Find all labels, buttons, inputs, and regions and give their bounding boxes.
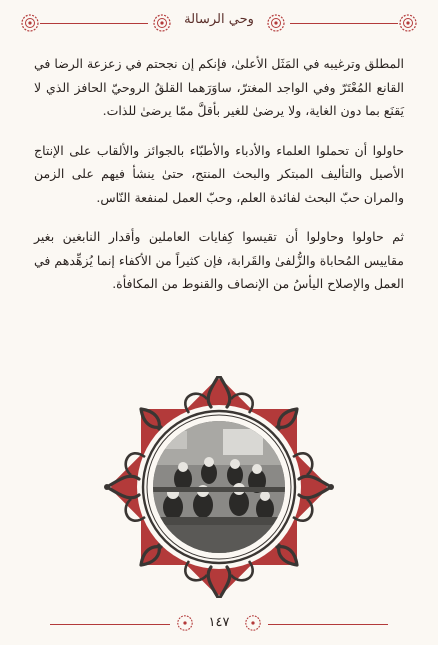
body-text [34, 52, 404, 296]
classroom-photo [153, 421, 285, 553]
page-header [0, 10, 438, 36]
paragraph: حاولوا أن تحملوا العلماء والأدباء والأطبّاء بالجوائز والألقاب على الإنتاج الأصيل والتأليف المبتكر والبحث المنتج، حتىٰ ينشأ فيهم على الزمن والمران حبّ البحث لفائدة العلم، وحبّ العمل لمنفعة النّاس. [34, 142, 404, 205]
ornamental-frame [104, 376, 334, 598]
paragraph: ثم حاولوا وحاولوا أن تقيسوا كِفايات العاملين وأقدار النابغين بغير مقاييس المُحاباة والزُّلفىٰ والقَرابة، فإن كثيراً من الأكفاء إنما يُزهِّدهم في العمل والإصلاح اليأسُ من الإنصاف والقنوط من المكافأة. [34, 229, 404, 291]
page-footer [0, 612, 438, 636]
running-title: وحي الرسالة [184, 12, 254, 27]
paragraph: المطلق وترغيبه في المَثَل الأعلىٰ، فإنكم إن نجحتم في زعزعة الرضا في القانع المُعْتَرّ وفي الواجد المغترّ، ساوَرَهما القلقُ الروحيّ الحافز الذي لا يَقنَع بما دون الغاية، ولا يرضىٰ للغير بأقلَّ ممّا يرضىٰ للذات. [34, 56, 404, 118]
page-number: ١٤٧ [208, 615, 230, 630]
